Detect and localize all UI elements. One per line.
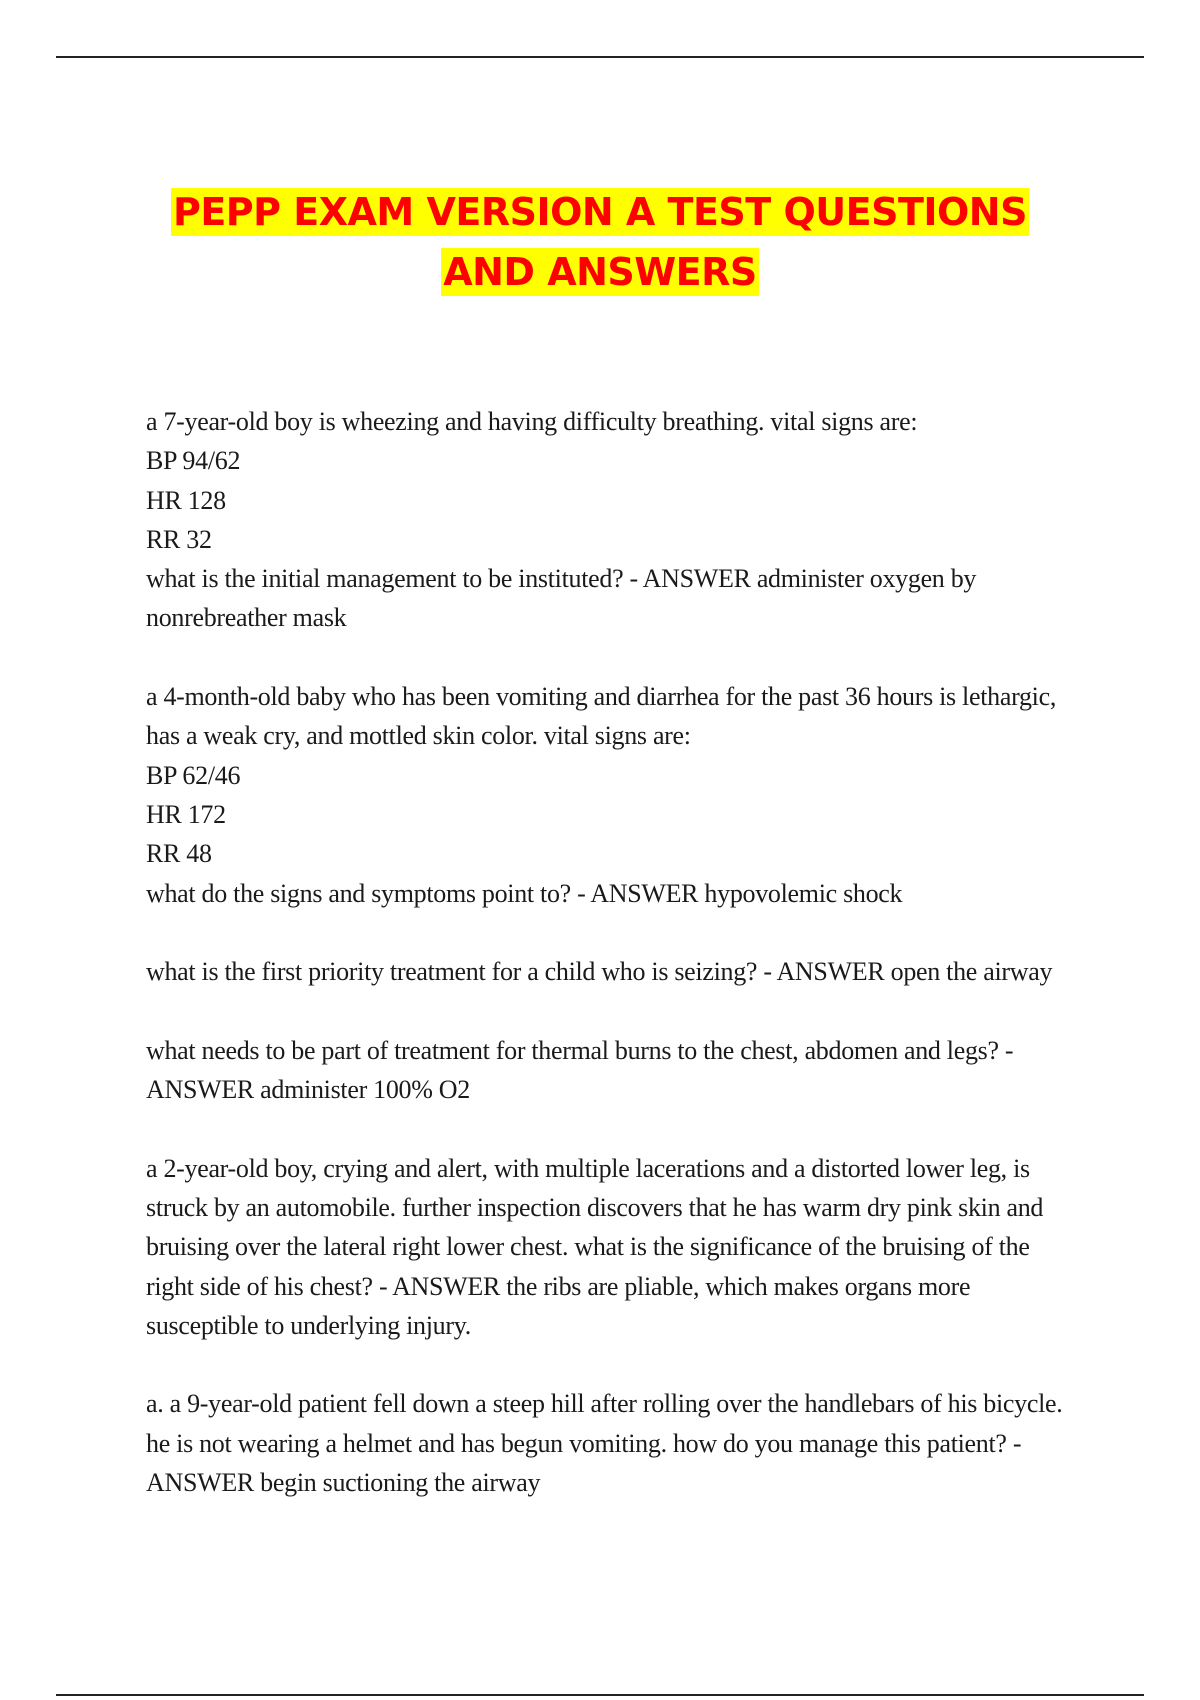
qa-content bbox=[146, 402, 1076, 1542]
qa-line: RR 48 bbox=[146, 839, 212, 869]
qa-line: RR 32 bbox=[146, 524, 212, 554]
qa-line: HR 128 bbox=[146, 485, 226, 515]
qa-item-4 bbox=[146, 1031, 1076, 1110]
qa-item-3 bbox=[146, 952, 1076, 991]
title-line-1-text: PEPP EXAM VERSION A TEST QUESTIONS bbox=[173, 190, 1027, 234]
title-line-2-text: AND ANSWERS bbox=[443, 250, 757, 294]
qa-line: HR 172 bbox=[146, 799, 226, 829]
qa-item-5 bbox=[146, 1149, 1076, 1345]
qa-line: a. a 9-year-old patient fell down a steep hill after rolling over the handlebars of his bicycle. he is not wearing a helmet and has begun vomiting. how do you manage this patient? - ANSWER begin suctioning the airway bbox=[146, 1389, 1063, 1498]
qa-line: a 7-year-old boy is wheezing and having difficulty breathing. vital signs are: bbox=[146, 407, 918, 436]
qa-line: what is the first priority treatment for a child who is seizing? - ANSWER open the airway bbox=[146, 957, 1053, 987]
title-line-1 bbox=[0, 182, 1200, 242]
qa-line: what is the initial management to be instituted? - ANSWER administer oxygen by nonrebreather mask bbox=[146, 564, 977, 633]
qa-line: BP 94/62 bbox=[146, 446, 241, 476]
qa-line: a 2-year-old boy, crying and alert, with multiple lacerations and a distorted lower leg, is struck by an automobile. further inspection discovers that he has warm dry pink skin and bruising over the lateral right lower chest. what is the significance of the bruising of the right side of his chest? - ANSWER the ribs are pliable, which makes organs more susceptible to underlying injury. bbox=[146, 1153, 1044, 1340]
bottom-rule bbox=[56, 1694, 1144, 1696]
qa-line: a 4-month-old baby who has been vomiting and diarrhea for the past 36 hours is lethargic, has a weak cry, and mottled skin color. vital signs are: bbox=[146, 682, 1057, 751]
qa-item-2 bbox=[146, 677, 1076, 913]
qa-line: BP 62/46 bbox=[146, 760, 241, 790]
qa-item-1 bbox=[146, 402, 1076, 638]
qa-line: what needs to be part of treatment for thermal burns to the chest, abdomen and legs? - ANSWER administer 100% O2 bbox=[146, 1035, 1014, 1105]
qa-line: what do the signs and symptoms point to? - ANSWER hypovolemic shock bbox=[146, 878, 903, 908]
document-title bbox=[0, 182, 1200, 302]
qa-item-6 bbox=[146, 1384, 1076, 1502]
title-line-2 bbox=[0, 242, 1200, 302]
top-rule bbox=[56, 56, 1144, 58]
